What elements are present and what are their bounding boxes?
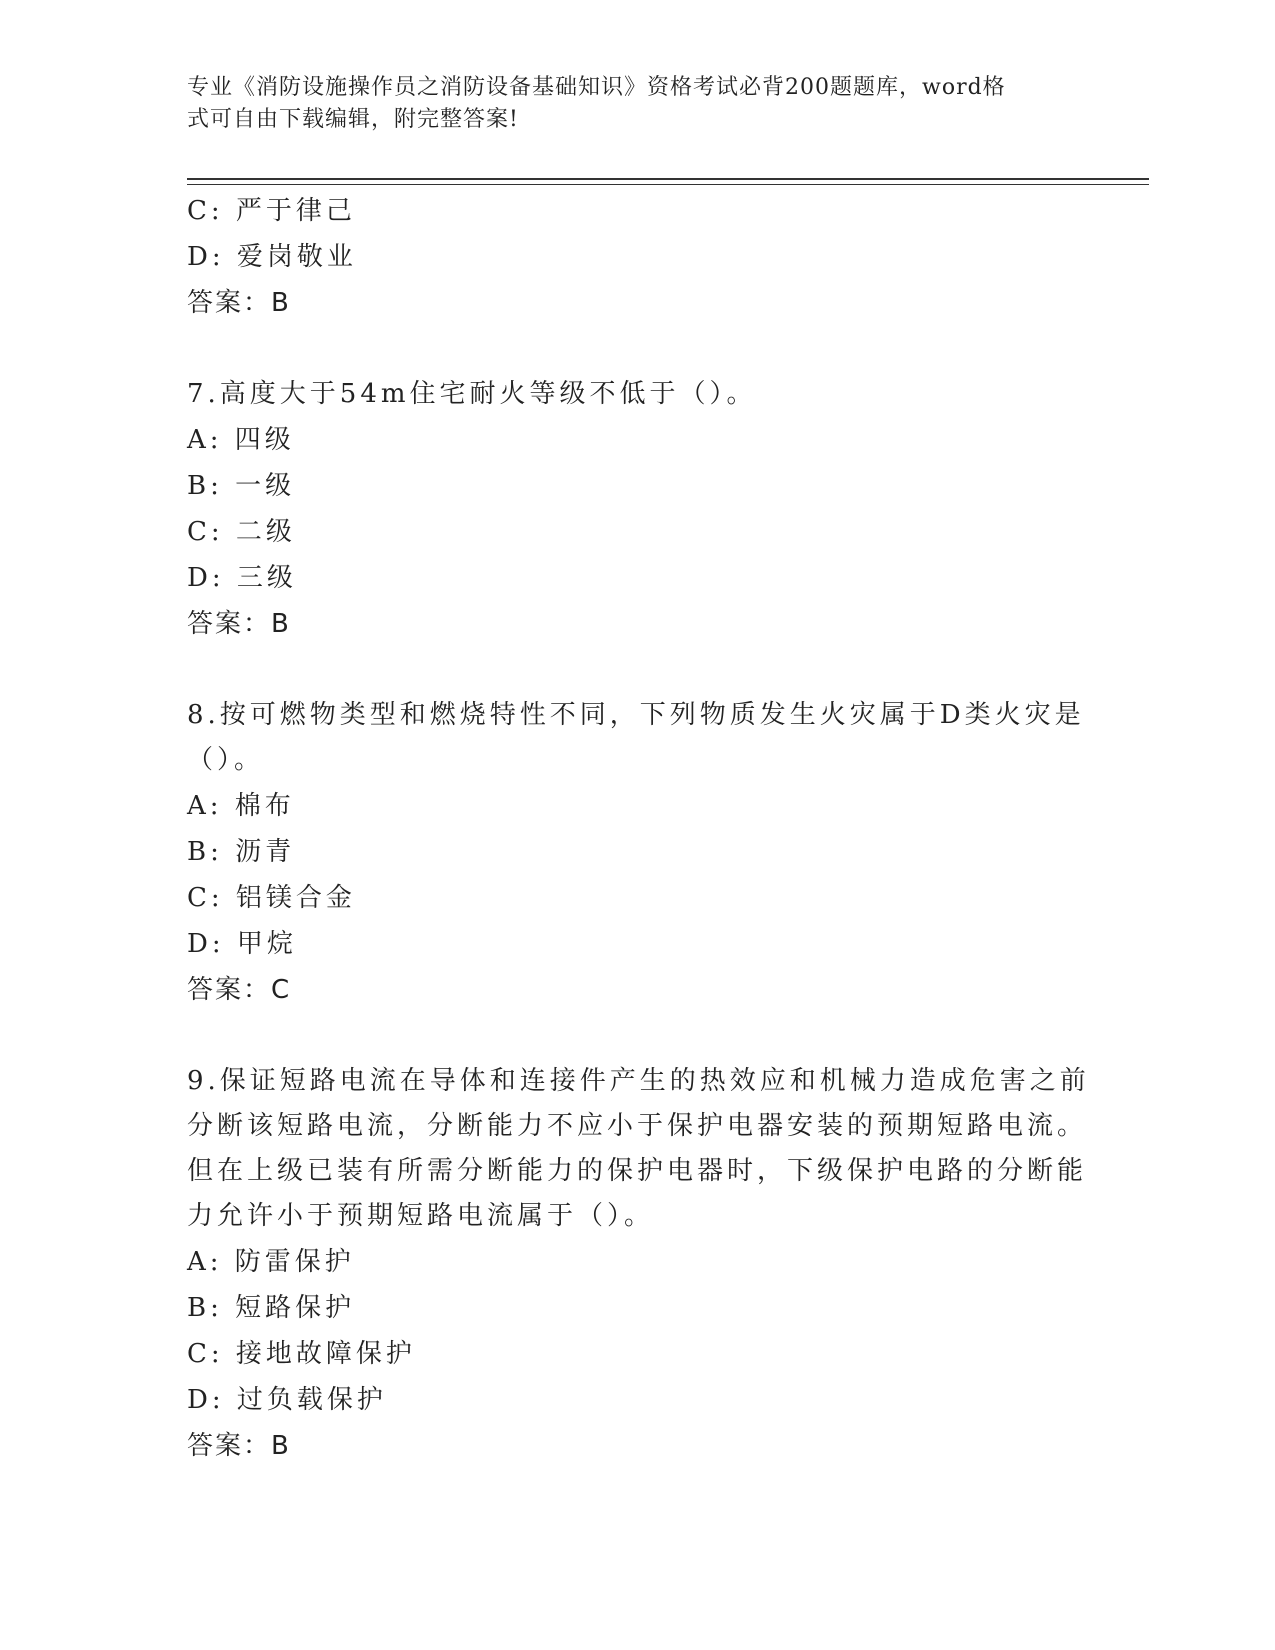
option-a: A: 棉布 bbox=[187, 791, 295, 821]
header-rule-thick bbox=[187, 178, 1149, 180]
option-a: A: 四级 bbox=[187, 425, 295, 455]
option-b: B: 一级 bbox=[187, 471, 296, 501]
question-text: 8.按可燃物类型和燃烧特性不同，下列物质发生火灾属于D类火灾是 bbox=[187, 700, 1085, 730]
option-d: D: 爱岗敬业 bbox=[187, 242, 357, 272]
document-header bbox=[187, 72, 1067, 136]
question-9 bbox=[187, 1059, 1090, 1469]
question-text: 分断该短路电流，分断能力不应小于保护电器安装的预期短路电流。 bbox=[187, 1111, 1088, 1141]
answer-line: 答案：B bbox=[187, 1431, 291, 1461]
answer-line: 答案：B bbox=[187, 609, 291, 639]
option-d: D: 三级 bbox=[187, 563, 297, 593]
option-c: C: 铝镁合金 bbox=[187, 883, 356, 913]
answer-line: 答案：B bbox=[187, 288, 291, 318]
answer-line: 答案：C bbox=[187, 975, 292, 1005]
spacer bbox=[187, 326, 1067, 372]
question-text: 但在上级已装有所需分断能力的保护电器时，下级保护电路的分断能 bbox=[187, 1156, 1088, 1186]
option-b: B: 沥青 bbox=[187, 837, 296, 867]
question-text: 9.保证短路电流在导体和连接件产生的热效应和机械力造成危害之前 bbox=[187, 1066, 1090, 1096]
question-text: 力允许小于预期短路电流属于（）。 bbox=[187, 1201, 655, 1231]
option-d: D: 过负载保护 bbox=[187, 1385, 387, 1415]
header-rule-thin bbox=[187, 184, 1149, 185]
option-d: D: 甲烷 bbox=[187, 929, 297, 959]
question-8 bbox=[187, 693, 1085, 1013]
option-b: B: 短路保护 bbox=[187, 1293, 356, 1323]
option-c: C: 二级 bbox=[187, 517, 296, 547]
question-7 bbox=[187, 372, 1067, 647]
header-line-1: 专业《消防设施操作员之消防设备基础知识》资格考试必背200题题库，word格 bbox=[187, 75, 1006, 100]
header-line-2: 式可自由下载编辑，附完整答案! bbox=[187, 107, 519, 132]
spacer bbox=[187, 1013, 1067, 1059]
option-c: C: 严于律己 bbox=[187, 196, 356, 226]
option-a: A: 防雷保护 bbox=[187, 1247, 355, 1277]
question-text: 7.高度大于54m住宅耐火等级不低于（）。 bbox=[187, 379, 757, 409]
question-text: （）。 bbox=[187, 745, 265, 775]
spacer bbox=[187, 647, 1067, 693]
question-content bbox=[187, 188, 1090, 1469]
question-6-tail bbox=[187, 188, 1067, 326]
option-c: C: 接地故障保护 bbox=[187, 1339, 416, 1369]
